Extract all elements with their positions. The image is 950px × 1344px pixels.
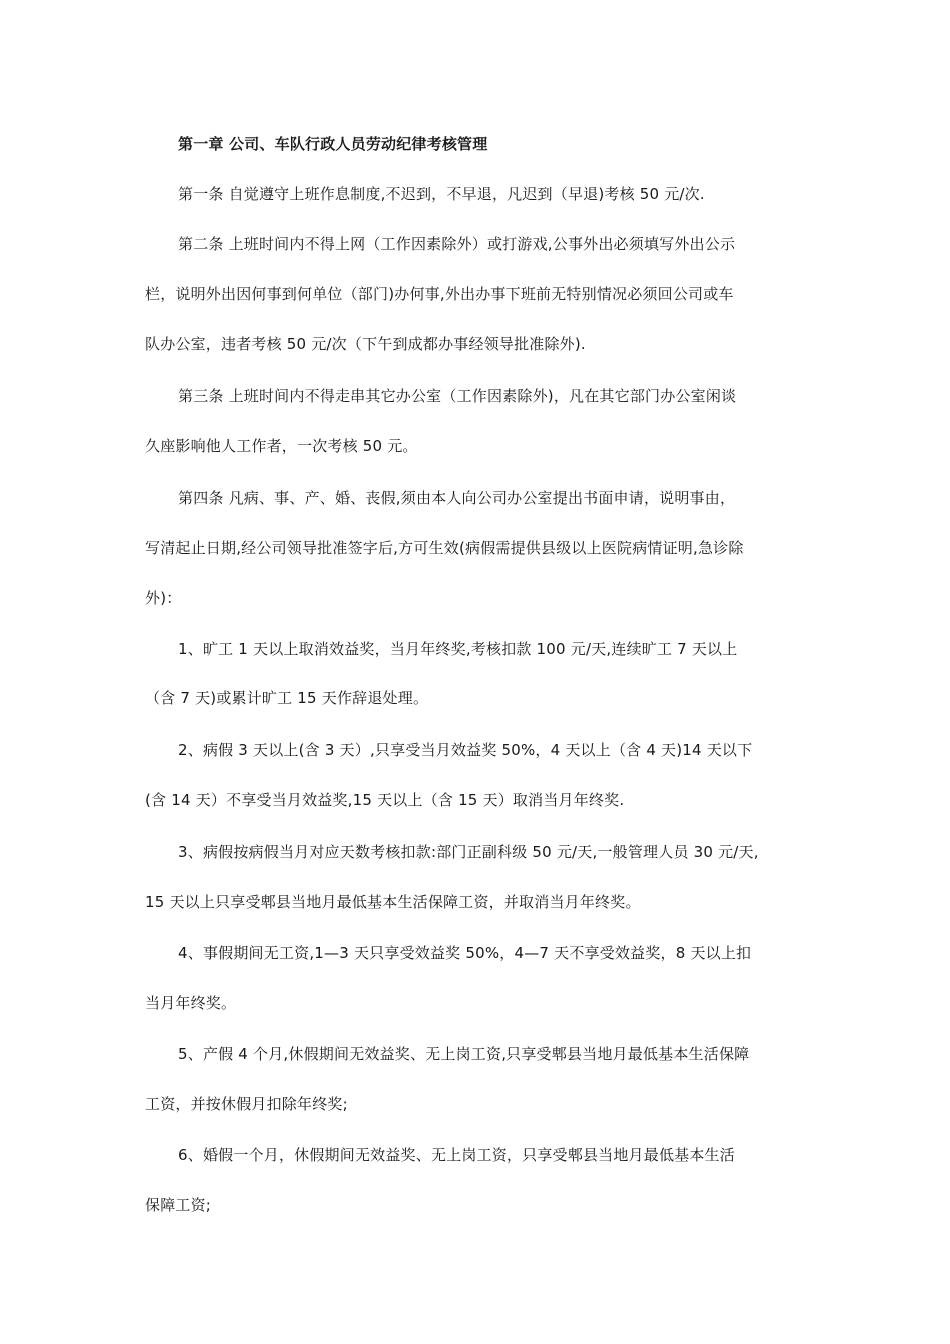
article-2-line-1: 第二条 上班时间内不得上网（工作因素除外）或打游戏,公事外出必须填写外出公示 bbox=[178, 235, 736, 253]
article-4-line-3: 外)： bbox=[145, 589, 182, 607]
item-3-line-2: 15 天以上只享受郫县当地月最低基本生活保障工资，并取消当月年终奖。 bbox=[145, 893, 641, 911]
item-1-line-1: 1、旷工 1 天以上取消效益奖，当月年终奖,考核扣款 100 元/天,连续旷工 7 天以上 bbox=[178, 640, 738, 658]
article-4-line-1: 第四条 凡病、事、产、婚、丧假,须由本人向公司办公室提出书面申请，说明事由， bbox=[178, 489, 736, 507]
article-2-line-3: 队办公室，违者考核 50 元/次（下午到成都办事经领导批准除外). bbox=[145, 335, 586, 353]
item-4-line-1: 4、事假期间无工资,1—3 天只享受效益奖 50%，4—7 天不享受效益奖，8 天以上扣 bbox=[178, 944, 752, 962]
article-1-line-1: 第一条 自觉遵守上班作息制度,不迟到，不早退，凡迟到（早退)考核 50 元/次. bbox=[178, 185, 705, 203]
article-2-line-2: 栏，说明外出因何事到何单位（部门)办何事,外出办事下班前无特别情况必须回公司或车 bbox=[145, 285, 734, 303]
item-2-line-2: (含 14 天）不享受当月效益奖,15 天以上（含 15 天）取消当月年终奖. bbox=[145, 791, 625, 809]
item-3-line-1: 3、病假按病假当月对应天数考核扣款:部门正副科级 50 元/天,一般管理人员 30 元/天, bbox=[178, 843, 759, 861]
article-3-line-2: 久座影响他人工作者，一次考核 50 元。 bbox=[145, 437, 418, 455]
item-5-line-2: 工资，并按休假月扣除年终奖; bbox=[145, 1095, 348, 1113]
item-6-line-2: 保障工资; bbox=[145, 1196, 212, 1214]
item-6-line-1: 6、婚假一个月，休假期间无效益奖、无上岗工资，只享受郫县当地月最低基本生活 bbox=[178, 1146, 735, 1164]
item-1-line-2: （含 7 天)或累计旷工 15 天作辞退处理。 bbox=[145, 689, 429, 707]
article-4-line-2: 写清起止日期,经公司领导批准签字后,方可生效(病假需提供县级以上医院病情证明,急诊除 bbox=[145, 539, 744, 557]
article-3-line-1: 第三条 上班时间内不得走串其它办公室（工作因素除外)，凡在其它部门办公室闲谈 bbox=[178, 387, 737, 405]
item-2-line-1: 2、病假 3 天以上(含 3 天）,只享受当月效益奖 50%，4 天以上（含 4 天)14 天以下 bbox=[178, 741, 753, 759]
item-4-line-2: 当月年终奖。 bbox=[145, 994, 237, 1012]
item-5-line-1: 5、产假 4 个月,休假期间无效益奖、无上岗工资,只享受郫县当地月最低基本生活保障 bbox=[178, 1045, 750, 1063]
chapter-title: 第一章 公司、车队行政人员劳动纪律考核管理 bbox=[178, 135, 488, 153]
